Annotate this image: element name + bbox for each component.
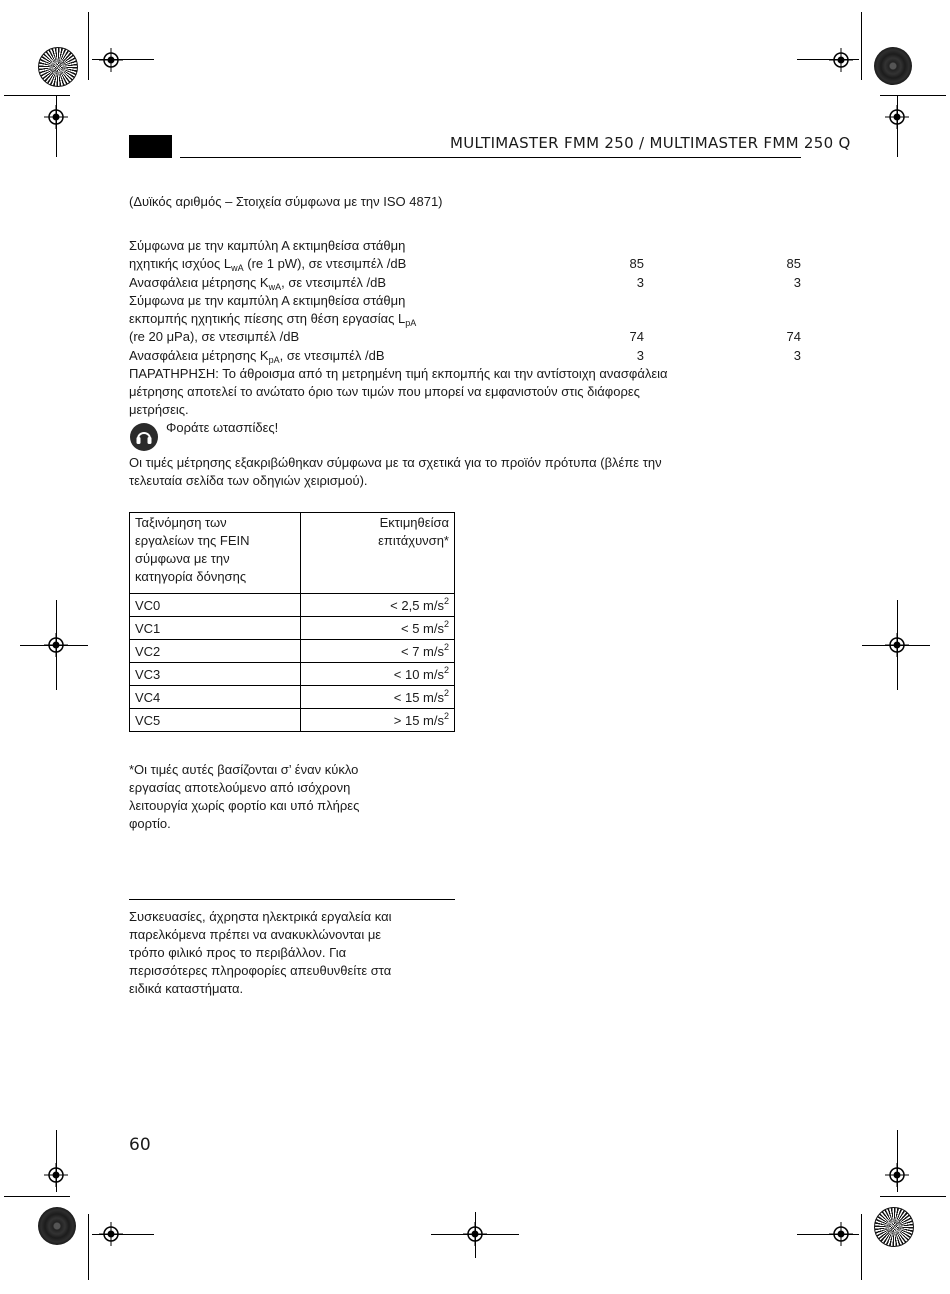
header-block (129, 135, 172, 158)
dark-target-icon (874, 47, 912, 85)
noise-power-value-2: 85 (786, 256, 801, 271)
noise-pressure-value-2: 74 (786, 329, 801, 344)
noise-pressure-value-1: 74 (629, 329, 644, 344)
section-rule (129, 899, 455, 900)
ear-protection-text: Φοράτε ωτασπίδες! (166, 420, 279, 435)
disposal-line: Συσκευασίες, άχρηστα ηλεκτρικά εργαλεία και (129, 909, 392, 924)
noise-pressure-uncertainty-2: 3 (793, 348, 801, 363)
table-row: VC3 < 10 $m/s^2$ (130, 663, 455, 686)
registration-mark-icon (99, 48, 123, 72)
noise-pressure-uncertainty-1: 3 (636, 348, 644, 363)
table-row: VC5 > 15 $m/s^2$ (130, 709, 455, 732)
registration-mark-icon (885, 105, 909, 129)
note-line-2: μέτρησης αποτελεί το ανώτατο όριο των τιμών που μπορεί να εμφανιστούν στις διάφορες (129, 384, 640, 399)
noise-power-uncertainty-1: 3 (636, 275, 644, 290)
star-target-icon (874, 1207, 914, 1247)
footnote-line: λειτουργία χωρίς φορτίο και υπό πλήρες (129, 798, 360, 813)
vibration-class-table (129, 512, 455, 732)
noise-power-uncertainty-label: Ανασφάλεια μέτρησης $K_{wA}$, σε ντεσιμπέλ /dB (129, 275, 386, 292)
table-header-left: Ταξινόμηση των εργαλείων της FEIN σύμφωνα με την κατηγορία δόνησης (130, 513, 301, 594)
registration-mark-icon (829, 1222, 853, 1246)
registration-mark-icon (829, 48, 853, 72)
noise-intro: (Δυϊκός αριθμός – Στοιχεία σύμφωνα με την ISO 4871) (129, 194, 443, 209)
dark-target-icon (38, 1207, 76, 1245)
note-line-3: μετρήσεις. (129, 402, 189, 417)
disposal-line: τρόπο φιλικό προς το περιβάλλον. Για (129, 945, 347, 960)
ear-protection-icon (130, 423, 158, 451)
registration-mark-icon (44, 105, 68, 129)
noise-power-uncertainty-2: 3 (793, 275, 801, 290)
table-header-row (130, 513, 455, 594)
table-row: VC1 < 5 $m/s^2$ (130, 617, 455, 640)
noise-pressure-label-2: εκπομπής ηχητικής πίεσης στη θέση εργασίας $L_{pA}$ (129, 311, 417, 328)
table-row: VC2 < 7 $m/s^2$ (130, 640, 455, 663)
disposal-line: ειδικά καταστήματα. (129, 981, 244, 996)
calibration-line-2: τελευταία σελίδα των οδηγιών χειρισμού). (129, 473, 368, 488)
registration-mark-icon (885, 1163, 909, 1187)
table-row: VC4 < 15 $m/s^2$ (130, 686, 455, 709)
page-number: 60 (129, 1135, 151, 1155)
noise-power-label-2: ηχητικής ισχύος $L_{wA}$ (re 1 pW), σε ντεσιμπέλ /dB (129, 256, 407, 273)
table-row: VC0 < 2,5 $m/s^2$ (130, 594, 455, 617)
registration-mark-icon (44, 633, 68, 657)
header-rule (180, 157, 801, 158)
header-title: MULTIMASTER FMM 250 / MULTIMASTER FMM 250 Q (450, 134, 851, 152)
note-line-1: ΠΑΡΑΤΗΡΗΣΗ: Το άθροισμα από τη μετρημένη τιμή εκπομπής και την αντίστοιχη ανασφάλεια (129, 366, 668, 381)
noise-pressure-label-3: (re 20 μPa), σε ντεσιμπέλ /dB (129, 329, 300, 344)
registration-mark-icon (463, 1222, 487, 1246)
star-target-icon (38, 47, 78, 87)
footnote-line: *Οι τιμές αυτές βασίζονται σ’ έναν κύκλο (129, 762, 359, 777)
registration-mark-icon (44, 1163, 68, 1187)
noise-pressure-uncertainty-label: Ανασφάλεια μέτρησης $K_{pA}$, σε ντεσιμπέλ /dB (129, 348, 385, 365)
disposal-line: παρελκόμενα πρέπει να ανακυκλώνονται με (129, 927, 382, 942)
disposal-line: περισσότερες πληροφορίες απευθυνθείτε στα (129, 963, 392, 978)
noise-power-label-1: Σύμφωνα με την καμπύλη Α εκτιμηθείσα στάθμη (129, 238, 406, 253)
footnote-line: εργασίας αποτελούμενο από ισόχρονη (129, 780, 351, 795)
calibration-line-1: Οι τιμές μέτρησης εξακριβώθηκαν σύμφωνα με τα σχετικά για το προϊόν πρότυπα (βλέπε την (129, 455, 662, 470)
registration-mark-icon (885, 633, 909, 657)
footnote-line: φορτίο. (129, 816, 171, 831)
noise-pressure-label-1: Σύμφωνα με την καμπύλη Α εκτιμηθείσα στάθμη (129, 293, 406, 308)
noise-power-value-1: 85 (629, 256, 644, 271)
registration-mark-icon (99, 1222, 123, 1246)
table-header-right: Εκτιμηθείσα επιτάχυνση* (301, 513, 455, 594)
